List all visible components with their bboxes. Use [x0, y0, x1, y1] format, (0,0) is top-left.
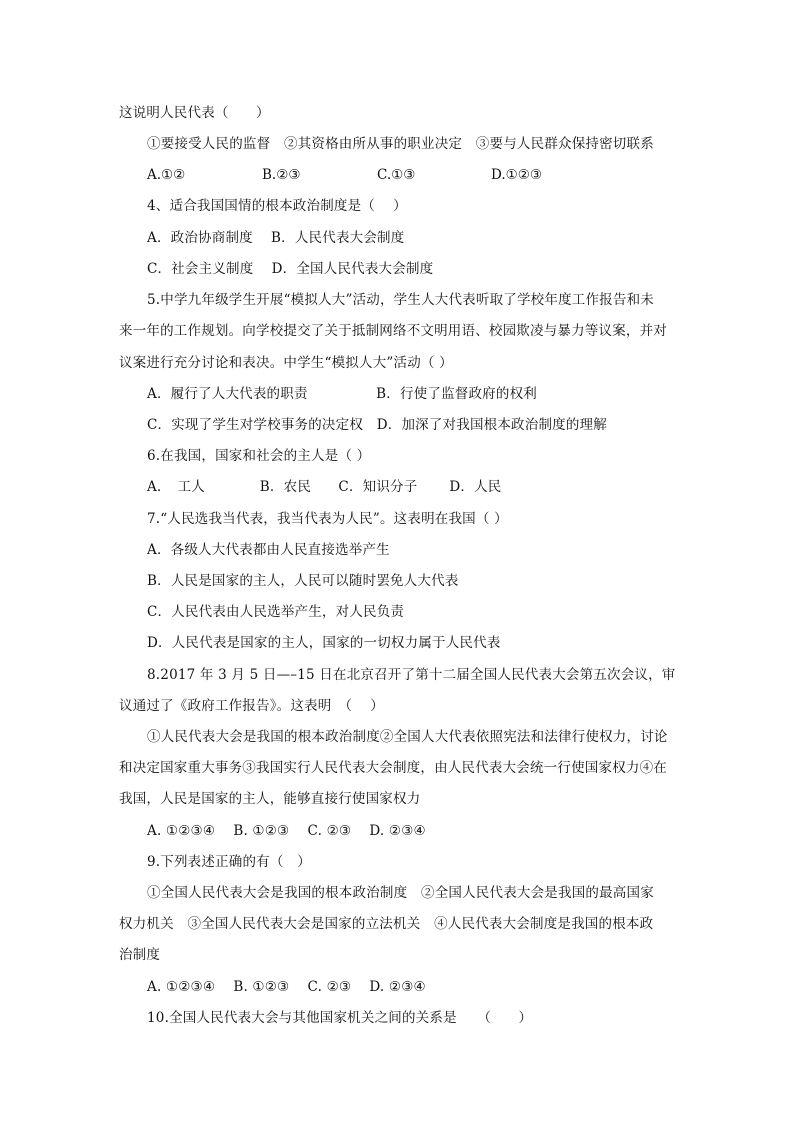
text-line: ①全国人民代表大会是我国的根本政治制度 ②全国人民代表大会是我国的最高国家: [147, 885, 654, 901]
text-line: 议通过了《政府工作报告》。这表明 （ ）: [119, 698, 384, 714]
option-b: B.②③: [262, 167, 301, 183]
text-line: 权力机关 ③全国人民代表大会是国家的立法机关 ④人民代表大会制度是我国的根本政: [119, 916, 654, 932]
question-7: 7.“人民选我当代表，我当代表为人民”。这表明在我国（ ）: [147, 511, 508, 527]
text-line: 和决定国家重大事务③我国实行人民代表大会制度，由人民代表大会统一行使国家权力④在: [119, 760, 667, 776]
text-line: A. ①②③④ B. ①②③ C. ②③ D. ②③④: [147, 823, 426, 839]
text-line: ①要接受人民的监督 ②其资格由所从事的职业决定 ③要与人民群众保持密切联系: [147, 136, 654, 152]
text-line: ①人民代表大会是我国的根本政治制度②全国人大代表依照宪法和法律行使权力，讨论: [147, 729, 668, 745]
text-line: C．社会主义制度 D．全国人民代表大会制度: [147, 261, 434, 277]
text-line: 来一年的工作规划。向学校提交了关于抵制网络不文明用语、校园欺凌与暴力等议案，并对: [119, 323, 667, 339]
question-9: 9.下列表述正确的有（ ）: [147, 854, 311, 870]
text-line: A．各级人大代表都由人民直接选举产生: [147, 542, 390, 558]
question-6: 6.在我国，国家和社会的主人是（ ）: [147, 448, 371, 464]
option-d: D.①②③: [491, 167, 542, 183]
question-5: 5.中学九年级学生开展“模拟人大”活动，学生人大代表听取了学校年度工作报告和未: [147, 292, 654, 308]
text-line: 治制度: [119, 947, 161, 963]
text-line: A．政治协商制度 B．人民代表大会制度: [147, 230, 405, 246]
text-line: B．人民是国家的主人，人民可以随时罢免人大代表: [147, 573, 459, 589]
question-4: 4、适合我国国情的根本政治制度是（ ）: [147, 198, 407, 214]
question-10: 10.全国人民代表大会与其他国家机关之间的关系是 （ ）: [147, 1010, 533, 1026]
text-line: A．履行了人大代表的职责 B．行使了监督政府的权利: [147, 386, 537, 402]
question-8: 8.2017 年 3 月 5 日—–15 日在北京召开了第十二届全国人民代表大会第五次会议，审: [147, 667, 676, 683]
text-line: 我国，人民是国家的主人，能够直接行使国家权力: [119, 791, 421, 807]
text-line: C．人民代表由人民选举产生，对人民负责: [147, 604, 405, 620]
option-c: C.①③: [377, 167, 416, 183]
text-line: 议案进行充分讨论和表决。中学生“模拟人大”活动（ ）: [119, 355, 453, 371]
text-line: D．人民代表是国家的主人，国家的一切权力属于人民代表: [147, 635, 501, 651]
text-line: A. ①②③④ B. ①②③ C. ②③ D. ②③④: [147, 979, 426, 995]
text-line: 这说明人民代表（ ）: [119, 105, 270, 121]
text-line: A． 工人 B．农民 C．知识分子 D．人民: [147, 479, 502, 495]
option-a: A.①②: [147, 167, 186, 183]
text-line: C．实现了学生对学校事务的决定权 D．加深了对我国根本政治制度的理解: [147, 417, 607, 433]
